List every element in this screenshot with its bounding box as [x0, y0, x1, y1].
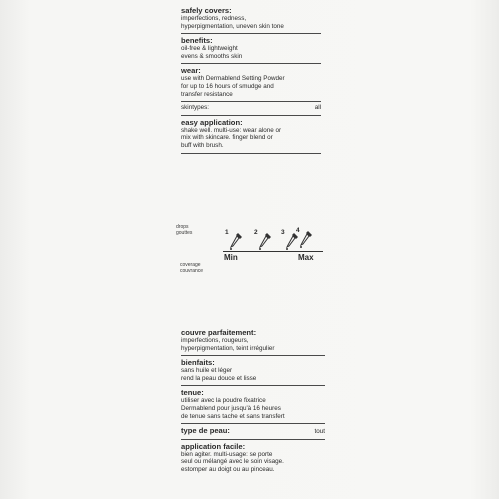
- drop-number: 4: [296, 227, 300, 234]
- dropper-icon: [258, 232, 272, 250]
- coverage-scale: [176, 222, 326, 284]
- wear-line-fr: Dermablend pour jusqu'à 16 heures: [181, 404, 281, 412]
- skintypes-title-fr: type de peau:: [181, 426, 230, 436]
- skintypes-section-fr: [181, 426, 325, 440]
- french-info-panel: [181, 328, 325, 479]
- wear-line: transfer resistance: [181, 90, 233, 98]
- covers-line-fr: imperfections, rougeurs,: [181, 337, 249, 344]
- application-line: mix with skincare. finger blend or: [181, 134, 273, 142]
- covers-section: [181, 6, 321, 34]
- coverage-label: [180, 262, 203, 274]
- benefits-section-fr: [181, 358, 325, 386]
- benefits-title-fr: bienfaits:: [181, 358, 215, 368]
- application-line-fr: seul ou mélangé avec le soin visage.: [181, 458, 284, 466]
- application-line: buff with brush.: [181, 141, 224, 149]
- coverage-label-fr: couvrance: [180, 268, 204, 274]
- application-line: shake well. multi-use: wear alone or: [181, 126, 282, 134]
- drop-number: 2: [254, 229, 258, 236]
- max-label: Max: [298, 253, 314, 262]
- drop-number: 1: [225, 229, 229, 236]
- drops-label: [176, 224, 192, 236]
- benefits-line-fr: rend la peau douce et lisse: [181, 374, 257, 382]
- coverage-label-en: coverage: [180, 262, 201, 268]
- application-title: easy application:: [181, 117, 243, 127]
- wear-title-fr: tenue:: [181, 388, 204, 398]
- skintypes-section: [181, 104, 321, 116]
- wear-section: [181, 66, 321, 102]
- dropper-icon: [229, 232, 243, 250]
- covers-title: safely covers:: [181, 6, 232, 15]
- benefits-line: oil-free & lightweight: [181, 45, 238, 53]
- benefits-section: [181, 36, 321, 64]
- benefits-line: evens & smooths skin: [181, 52, 243, 60]
- wear-line: for up to 16 hours of smudge and: [181, 82, 274, 90]
- skintypes-value: all: [314, 104, 321, 112]
- application-section-fr: [181, 442, 325, 477]
- min-label: Min: [224, 253, 238, 262]
- coverage-scale-line: [223, 251, 323, 252]
- wear-title: wear:: [181, 66, 201, 76]
- covers-line-fr: hyperpigmentation, teint irrégulier: [181, 344, 275, 352]
- english-info-panel: [181, 6, 321, 156]
- covers-line: imperfections, redness,: [181, 15, 247, 22]
- wear-line: use with Dermablend Setting Powder: [181, 75, 285, 83]
- drops-label-fr: gouttes: [176, 230, 193, 236]
- benefits-title: benefits:: [181, 36, 213, 46]
- wear-line-fr: de tenue sans tache et sans transfert: [181, 412, 285, 420]
- application-line-fr: estomper au doigt ou au pinceau.: [181, 465, 275, 473]
- application-line-fr: bien agiter. multi-usage: se porte: [181, 450, 273, 458]
- drops-label-en: drops: [176, 224, 189, 230]
- application-section: [181, 118, 321, 154]
- covers-section-fr: [181, 328, 325, 356]
- benefits-line-fr: sans huile et léger: [181, 367, 233, 375]
- covers-title-fr: couvre parfaitement:: [181, 328, 257, 337]
- drop-number: 3: [281, 229, 285, 236]
- dropper-icon: [285, 232, 299, 250]
- application-title-fr: application facile:: [181, 441, 246, 451]
- covers-line: hyperpigmentation, uneven skin tone: [181, 22, 284, 30]
- skintypes-title: skintypes:: [181, 104, 209, 112]
- wear-section-fr: [181, 388, 325, 424]
- dropper-icon: [299, 230, 313, 248]
- wear-line-fr: utiliser avec la poudre fixatrice: [181, 397, 266, 405]
- skintypes-value-fr: tout: [314, 428, 325, 436]
